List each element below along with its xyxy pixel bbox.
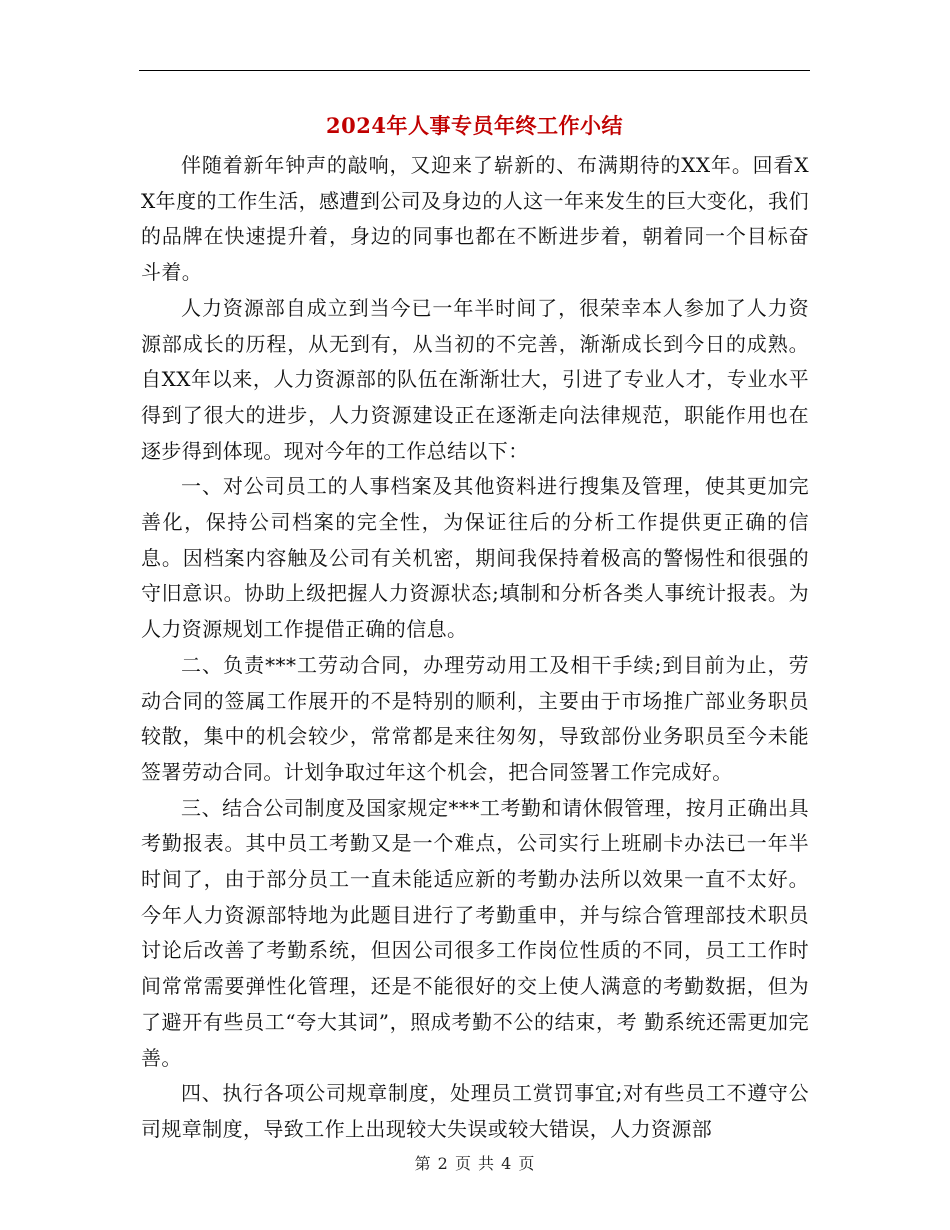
- paragraph-item-4-regulations: 四、执行各项公司规章制度，处理员工赏罚事宜;对有些员工不遵守公司规章制度，导致工作上出现较大失误或较大错误，人力资源部: [141, 1081, 809, 1141]
- document-body: [141, 148, 809, 1148]
- paragraph-intro: 伴随着新年钟声的敲响，又迎来了崭新的、布满期待的XX年。回看XX年度的工作生活，感遭到公司及身边的人这一年来发生的巨大变化，我们的品牌在快速提升着，身边的同事也都在不断进步着，朝着同一个目标奋斗着。: [141, 153, 809, 285]
- paragraph-item-1-archives: 一、对公司员工的人事档案及其他资料进行搜集及管理，使其更加完善化，保持公司档案的完全性，为保证往后的分析工作提供更正确的信息。因档案内容触及公司有关机密，期间我保持着极高的警惕性和很强的守旧意识。协助上级把握人力资源状态;填制和分析各类人事统计报表。为人力资源规划工作提借正确的信息。: [141, 474, 809, 642]
- document-title: 2024年人事专员年终工作小结: [326, 113, 623, 138]
- page-number-footer: 第 2 页 共 4 页: [414, 1154, 536, 1173]
- paragraph-item-2-contracts: 二、负责***工劳动合同，办理劳动用工及相干手续;到目前为止，劳动合同的签属工作展开的不是特别的顺利，主要由于市场推广部业务职员较散，集中的机会较少，常常都是来往匆匆，导致部份业务职员至今未能签署劳动合同。计划争取过年这个机会，把合同签署工作完成好。: [141, 652, 809, 784]
- paragraph-item-3-attendance: 三、结合公司制度及国家规定***工考勤和请休假管理，按月正确出具考勤报表。其中员工考勤又是一个难点，公司实行上班刷卡办法已一年半时间了，由于部分员工一直未能适应新的考勤办法所以效果一直不太好。今年人力资源部特地为此题目进行了考勤重申，并与综合管理部技术职员讨论后改善了考勤系统，但因公司很多工作岗位性质的不同，员工工作时间常常需要弹性化管理，还是不能很好的交上使人满意的考勤数据，但为了避开有些员工“夸大其词”，照成考勤不公的结束，考 勤系统还需更加完善。: [141, 795, 809, 1070]
- header-rule: [139, 70, 810, 71]
- paragraph-hr-overview: 人力资源部自成立到当今已一年半时间了，很荣幸本人参加了人力资源部成长的历程，从无到有，从当初的不完善，渐渐成长到今日的成熟。自XX年以来，人力资源部的队伍在渐渐壮大，引进了专业人才，专业水平得到了很大的进步，人力资源建设正在逐渐走向法律规范，职能作用也在逐步得到体现。现对今年的工作总结以下：: [141, 295, 809, 463]
